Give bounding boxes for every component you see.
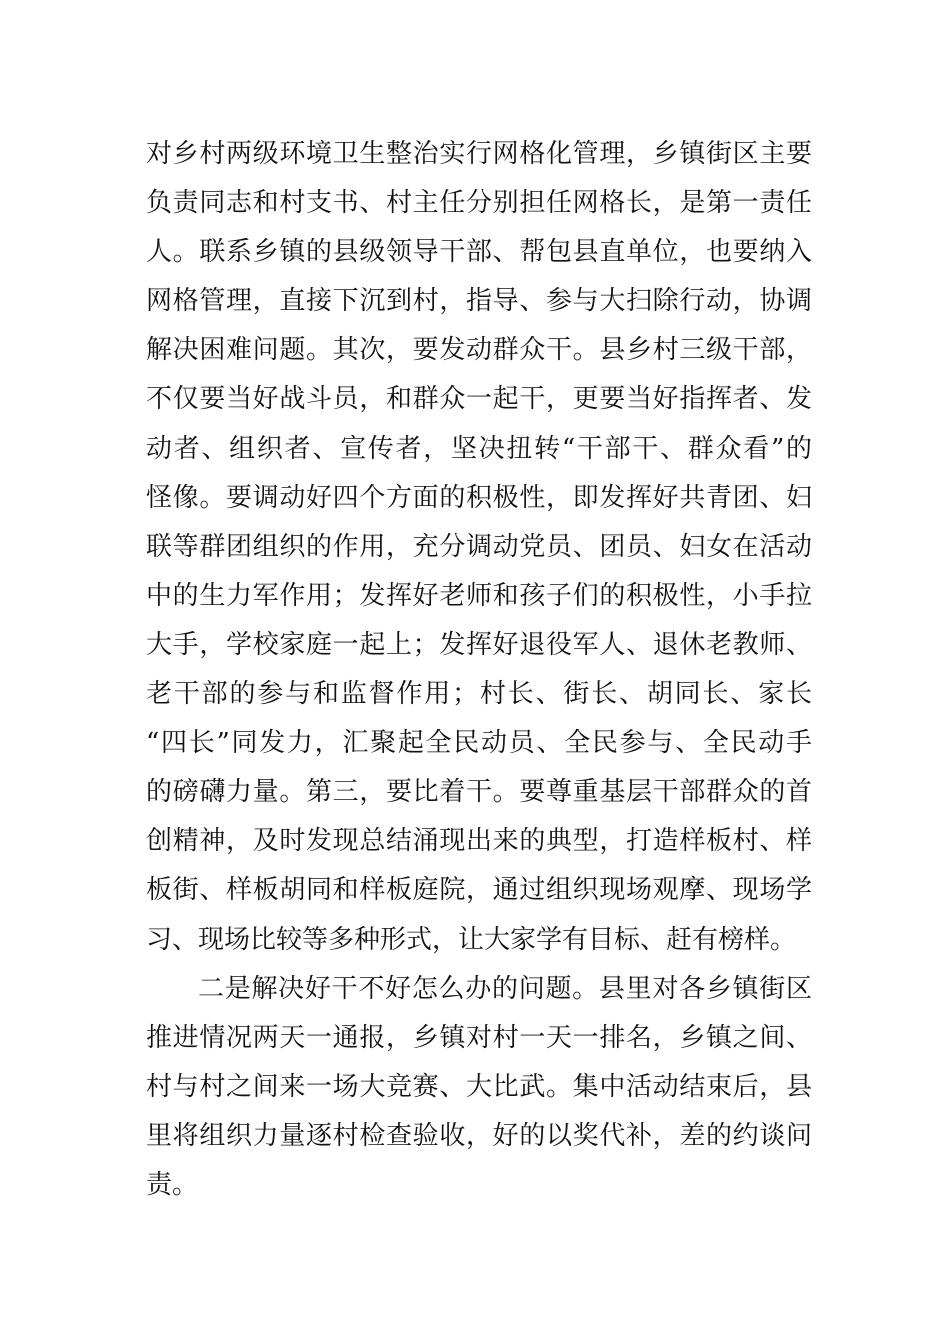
text-line: 解决困难问题。其次，要发动群众干。县乡村三级干部， xyxy=(146,335,812,366)
text-line: 动者、组织者、宣传者，坚决扭转“干部干、群众看”的 xyxy=(146,433,812,464)
text-line: 板街、样板胡同和样板庭院，通过组织现场观摩、现场学 xyxy=(146,875,812,906)
text-line: 里将组织力量逐村检查验收，好的以奖代补，差的约谈问 xyxy=(146,1120,812,1151)
paragraph-end-line: 责。 xyxy=(146,1169,199,1200)
text-line: 网格管理，直接下沉到村，指导、参与大扫除行动，协调 xyxy=(146,286,812,317)
text-line: 负责同志和村支书、村主任分别担任网格长，是第一责任 xyxy=(146,188,812,219)
body-text xyxy=(146,130,812,1210)
text-line: 推进情况两天一通报，乡镇对村一天一排名，乡镇之间、 xyxy=(146,1022,812,1053)
text-line: 大手，学校家庭一起上；发挥好退役军人、退休老教师、 xyxy=(146,629,812,660)
text-line: “四长”同发力，汇聚起全民动员、全民参与、全民动手 xyxy=(146,728,812,759)
text-line: 对乡村两级环境卫生整治实行网格化管理，乡镇街区主要 xyxy=(146,139,812,169)
text-line: 创精神，及时发现总结涌现出来的典型，打造样板村、样 xyxy=(146,826,812,857)
text-line: 人。联系乡镇的县级领导干部、帮包县直单位，也要纳入 xyxy=(146,237,812,268)
text-line: 中的生力军作用；发挥好老师和孩子们的积极性，小手拉 xyxy=(146,580,812,611)
paragraph-end-line: 习、现场比较等多种形式，让大家学有目标、赶有榜样。 xyxy=(146,924,797,955)
text-line: 不仅要当好战斗员，和群众一起干，更要当好指挥者、发 xyxy=(146,384,812,415)
text-line: 的磅礴力量。第三，要比着干。要尊重基层干部群众的首 xyxy=(146,777,812,808)
text-line: 联等群团组织的作用，充分调动党员、团员、妇女在活动 xyxy=(146,531,812,562)
text-line: 怪像。要调动好四个方面的积极性，即发挥好共青团、妇 xyxy=(146,482,812,513)
paragraph-start-line: 二是解决好干不好怎么办的问题。县里对各乡镇街区 xyxy=(198,973,812,1004)
text-line: 老干部的参与和监督作用；村长、街长、胡同长、家长 xyxy=(146,679,812,710)
text-line: 村与村之间来一场大竞赛、大比武。集中活动结束后，县 xyxy=(146,1071,812,1102)
